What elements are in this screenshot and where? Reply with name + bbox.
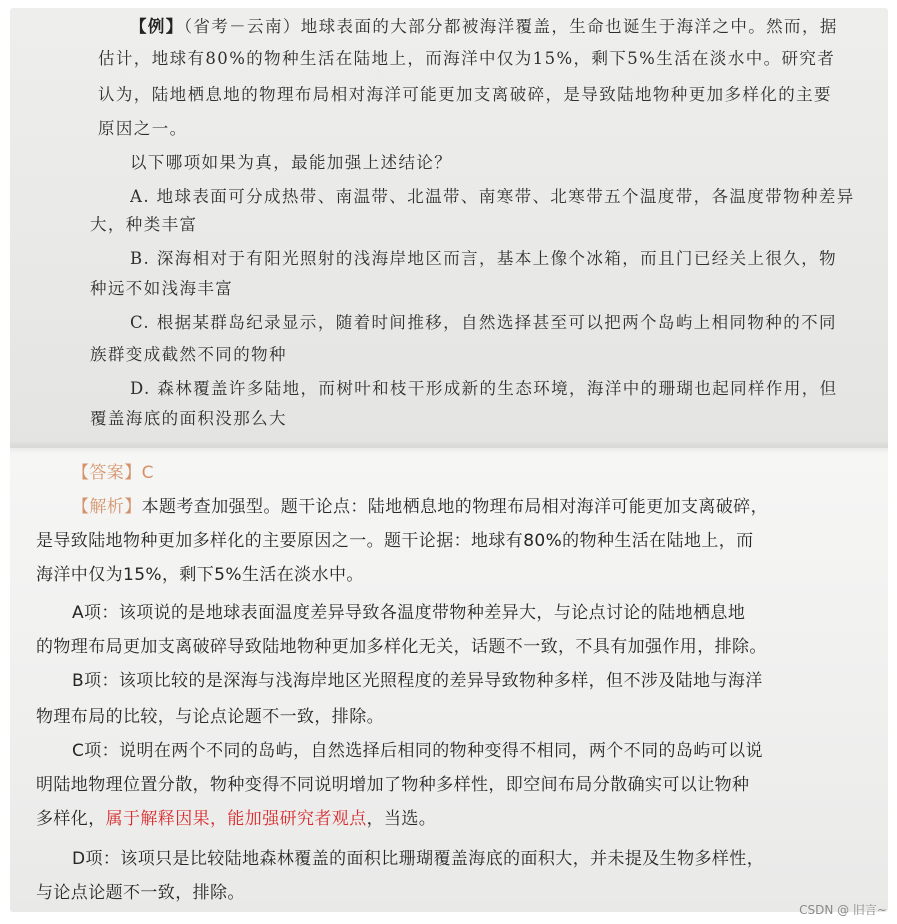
explain-b-line-2: 物理布局的比较，与论点论题不一致，排除。 bbox=[36, 707, 384, 727]
analysis-text-1: 本题考查加强型。题干论点：陆地栖息地的物理布局相对海洋可能更加支离破碎， bbox=[141, 497, 769, 517]
question-line-4: 原因之一。 bbox=[98, 119, 188, 138]
option-d-line-2: 覆盖海底的面积没那么大 bbox=[90, 409, 287, 428]
option-b-line-1: B. 深海相对于有阳光照射的浅海岸地区而言，基本上像个冰箱，而且门已经关上很久，物 bbox=[130, 249, 838, 268]
question-line-2: 估计，地球有80%的物种生活在陆地上，而海洋中仅为15%，剩下5%生活在淡水中。研究者 bbox=[98, 49, 836, 68]
option-a-line-2: 大，种类丰富 bbox=[90, 215, 198, 234]
explain-d-line-2: 与论点论题不一致，排除。 bbox=[36, 883, 245, 903]
highlighted-conclusion: 属于解释因果，能加强研究者观点 bbox=[105, 809, 367, 829]
answer-value: C bbox=[141, 463, 154, 483]
analysis-tag: 【解析】 bbox=[72, 497, 142, 517]
explain-c-line-3 bbox=[36, 808, 880, 830]
answer-tag: 【答案】 bbox=[72, 463, 142, 483]
explain-b-line-1: B项：该项比较的是深海与浅海岸地区光照程度的差异导致物种多样，但不涉及陆地与海洋 bbox=[72, 671, 763, 691]
explain-c-line-1: C项：说明在两个不同的岛屿，自然选择后相同的物种变得不相同，两个不同的岛屿可以说 bbox=[72, 741, 763, 761]
explain-c-verdict: ，当选。 bbox=[366, 809, 437, 829]
answer-line bbox=[72, 462, 372, 484]
option-b-line-2: 种远不如浅海丰富 bbox=[90, 279, 234, 298]
analysis-line-1 bbox=[72, 496, 880, 518]
question-line-1 bbox=[130, 16, 880, 38]
question-line-3: 认为，陆地栖息地的物理布局相对海洋可能更加支离破碎，是导致陆地物种更加多样化的主要 bbox=[98, 85, 832, 104]
option-c-line-2: 族群变成截然不同的物种 bbox=[90, 345, 287, 364]
option-a-line-1: A. 地球表面可分成热带、南温带、北温带、南寒带、北寒带五个温度带，各温度带物种差异 bbox=[130, 187, 855, 206]
question-stem-start: （省考－云南）地球表面的大部分都被海洋覆盖，生命也诞生于海洋之中。然而，据 bbox=[183, 17, 838, 36]
example-tag: 【例】 bbox=[130, 17, 184, 36]
explain-d-line-1: D项：该项只是比较陆地森林覆盖的面积比珊瑚覆盖海底的面积大，并未提及生物多样性， bbox=[72, 849, 765, 869]
option-c-line-1: C. 根据某群岛纪录显示，随着时间推移，自然选择甚至可以把两个岛屿上相同物种的不同 bbox=[130, 313, 837, 332]
analysis-line-3: 海洋中仅为15%，剩下5%生活在淡水中。 bbox=[36, 565, 364, 585]
document-photo bbox=[10, 8, 888, 912]
explain-a-line-2: 的物理布局更加支离破碎导致陆地物种更加多样化无关，话题不一致，不具有加强作用，排除。 bbox=[36, 637, 767, 657]
option-d-line-1: D. 森林覆盖许多陆地，而树叶和枝干形成新的生态环境，海洋中的珊瑚也起同样作用，但 bbox=[130, 379, 838, 398]
page-seam bbox=[10, 440, 888, 454]
analysis-line-2: 是导致陆地物种更加多样化的主要原因之一。题干论据：地球有80%的物种生活在陆地上，而 bbox=[36, 531, 754, 551]
csdn-watermark: CSDN @ 旧言~ bbox=[799, 903, 887, 917]
explain-c-text: 多样化， bbox=[36, 809, 106, 829]
explain-a-line-1: A项：该项说的是地球表面温度差异导致各温度带物种差异大，与论点讨论的陆地栖息地 bbox=[72, 603, 746, 623]
explain-c-line-2: 明陆地物理位置分散，物种变得不同说明增加了物种多样性，即空间布局分散确实可以让物种 bbox=[36, 775, 750, 795]
question-prompt: 以下哪项如果为真，最能加强上述结论？ bbox=[130, 153, 453, 172]
